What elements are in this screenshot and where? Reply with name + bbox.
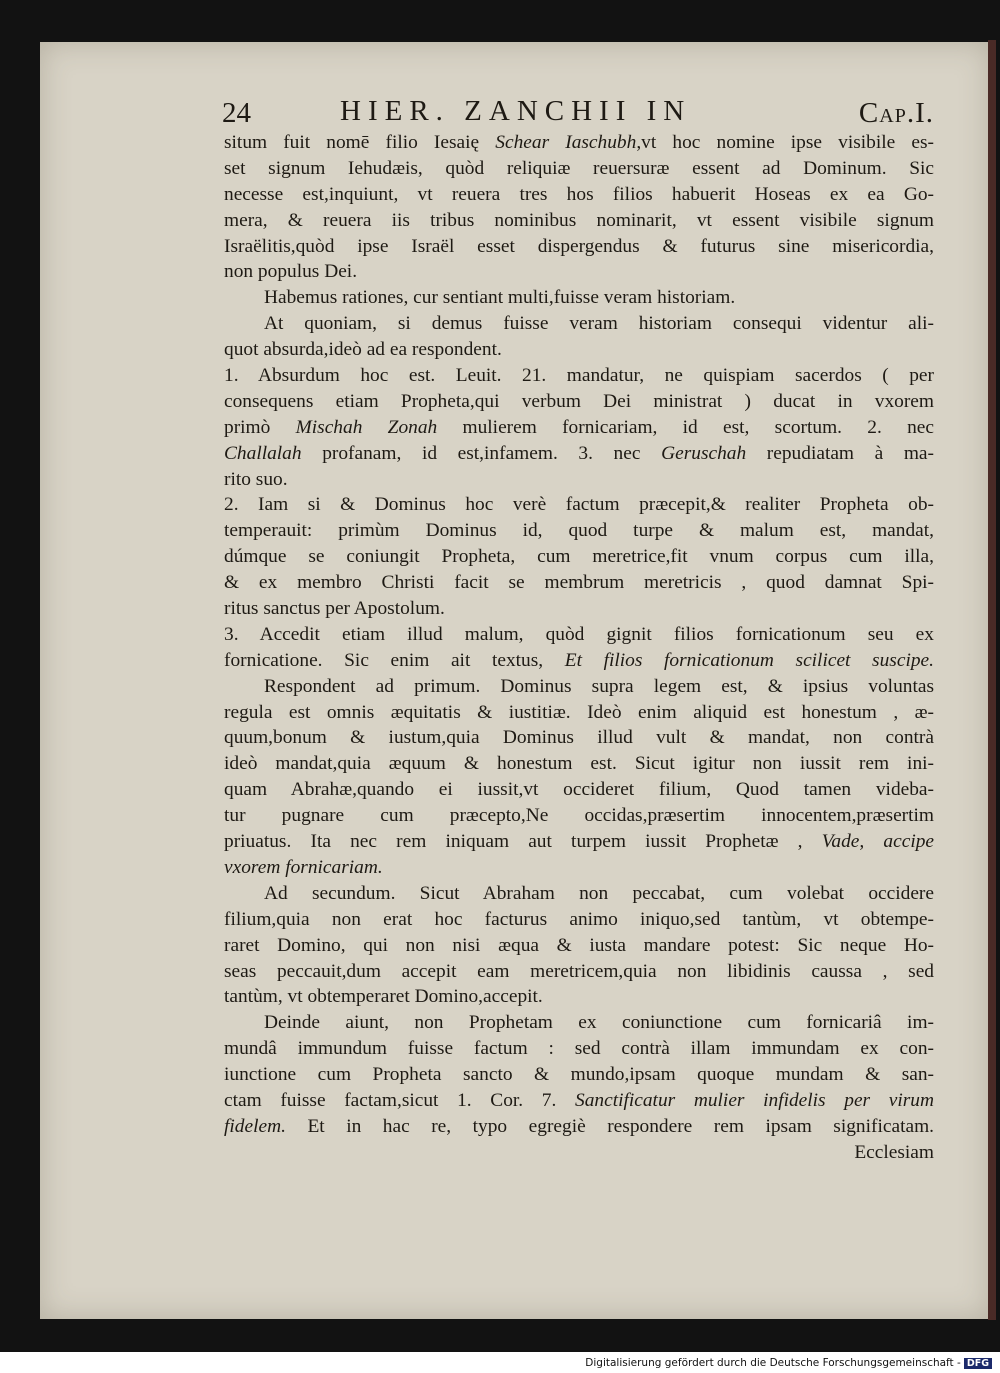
text-line [224,130,934,156]
text-line [224,156,934,182]
text-line [224,933,934,959]
text-run: priuatus. Ita nec rem iniquam aut turpem iussit Prophetæ , [224,831,822,853]
text-line [224,363,934,389]
text-run: iunctione cum Propheta sancto & mundo,ipsam quoque mundam & san- [224,1064,934,1086]
digitization-credit [585,1357,992,1369]
text-run: Ad secundum. Sicut Abraham non peccabat, cum volebat occidere [264,882,934,904]
text-run: filium,quia non erat hoc facturus animo iniquo,sed tantùm, vt obtempe- [224,908,934,930]
italic-phrase: Schear Iaschubh [495,132,637,153]
page-header [222,95,934,129]
text-line [224,337,934,363]
text-run: non populus Dei. [224,261,358,283]
text-line [224,1140,934,1166]
text-run: mundâ immundum fuisse factum : sed contrà illam immundam ex con- [224,1038,934,1060]
text-run: repudiatam à ma- [746,442,934,464]
page-edge [988,40,996,1320]
text-line [224,285,934,311]
text-line [224,1088,934,1114]
italic-phrase: Mischah Zonah [295,416,438,438]
text-line [224,959,934,985]
text-run: rito suo. [224,468,288,490]
text-run: raret Domino, qui non nisi æqua & iusta mandare potest: Sic neque Ho- [224,934,934,956]
italic-phrase: fidelem. [224,1115,286,1137]
text-line [224,311,934,337]
text-run: 2. Iam si & Dominus hoc verè factum præcepit,& realiter Propheta ob- [224,494,934,516]
text-run: regula est omnis æquitatis & iustitiæ. Ideò enim aliquid est honestum , æ- [224,701,934,723]
text-line [224,259,934,285]
text-run: Habemus rationes, cur sentiant multi,fuisse veram historiam. [264,287,736,309]
italic-phrase: Geruschah [661,442,747,464]
text-line [224,751,934,777]
body-text [224,130,934,1166]
text-run: set signum Iehudæis, quòd reliquiæ reuersuræ essent ad Dominum. Sic [224,157,934,179]
text-run: tantùm, vt obtemperaret Domino,accepit. [224,986,543,1008]
text-line [224,674,934,700]
text-line [224,389,934,415]
text-run: ctam fuisse factam,sicut 1. Cor. 7. [224,1089,576,1111]
text-run: & ex membro Christi facit se membrum meretricis , quod damnat Spi- [224,572,934,594]
text-line [224,492,934,518]
page-number: 24 [222,97,251,129]
text-run: tur pugnare cum præcepto,Ne occidas,præsertim innocentem,præsertim [224,805,934,827]
text-run: mera, & reuera iis tribus nominibus nominarit, vt essent visibile signum [224,209,934,231]
text-run: profanam, id est,infamem. 3. nec [301,442,662,464]
text-line [224,907,934,933]
text-run: Deinde aiunt, non Prophetam ex coniunctione cum fornicariâ im- [264,1012,934,1034]
text-run: ritus sanctus per Apostolum. [224,598,445,620]
text-line [224,544,934,570]
text-line [224,855,934,881]
text-run: Ecclesiam [854,1141,934,1163]
text-run: fornicatione. Sic enim ait textus, [224,649,565,671]
text-line [224,441,934,467]
text-run: quum,bonum & iustum,quia Dominus illud vult & mandat, non contrà [224,727,934,749]
text-line [224,596,934,622]
text-run: temperauit: primùm Dominus id, quod turpe & malum est, mandat, [224,520,934,542]
text-run: ideò mandat,quia æquum & honestum est. Sicut igitur non iussit rem ini- [224,753,934,775]
text-run: ,vt hoc nomine ipse visibile es- [636,132,934,153]
text-run: Respondent ad primum. Dominus supra legem est, & ipsius voluntas [264,675,934,697]
text-line [224,777,934,803]
text-run: quot absurda,ideò ad ea respondent. [224,339,502,361]
text-line [224,208,934,234]
text-run: mulierem fornicariam, id est, scortum. 2. nec [437,416,935,438]
text-run: seas peccauit,dum accepit eam meretricem,quia non libidinis caussa , sed [224,960,934,982]
text-line [224,1114,934,1140]
text-line [224,648,934,674]
text-run: Israëlitis,quòd ipse Israël esset dispergendus & futurus sine misericordia, [224,235,934,257]
text-run: dúmque se coniungit Propheta, cum meretrice,fit vnum corpus cum illa, [224,546,934,568]
text-line [224,829,934,855]
text-run: necesse est,inquiunt, vt reuera tres hos filios habuerit Hoseas ex ea Go- [224,183,934,205]
text-run: situm fuit nomē filio Iesaię [224,132,496,153]
text-run: Et in hac re, typo egregiè respondere rem ipsam significatam. [285,1115,934,1137]
credit-text: Digitalisierung gefördert durch die Deutsche Forschungsgemeinschaft - [585,1357,961,1369]
text-line [224,570,934,596]
text-line [224,1036,934,1062]
text-line [224,1010,934,1036]
italic-phrase: Vade, accipe [821,831,935,853]
text-run: 1. Absurdum hoc est. Leuit. 21. mandatur, ne quispiam sacerdos ( per [224,365,934,387]
italic-phrase: Challalah [224,442,302,464]
text-line [224,415,934,441]
text-line [224,234,934,260]
dfg-logo: DFG [964,1358,992,1369]
text-run: At quoniam, si demus fuisse veram historiam consequi videntur ali- [264,313,934,335]
text-run: consequens etiam Propheta,qui verbum Dei ministrat ) ducat in vxorem [224,390,934,412]
text-run: quam Abrahæ,quando ei iussit,vt occideret filium, Quod tamen videba- [224,779,934,801]
italic-phrase: vxorem fornicariam. [224,856,383,878]
text-line [224,467,934,493]
chapter-label: Cap.I. [858,97,934,129]
text-line [224,700,934,726]
text-line [224,518,934,544]
text-run: primò [224,416,296,438]
italic-phrase: Et filios fornicationum scilicet suscipe. [564,649,934,671]
italic-phrase: Sanctificatur mulier infidelis per virum [575,1089,934,1111]
text-line [224,725,934,751]
running-title: HIER. ZANCHII IN [340,95,692,127]
text-line [224,984,934,1010]
text-line [224,881,934,907]
text-run: 3. Accedit etiam illud malum, quòd gignit filios fornicationum seu ex [224,623,934,645]
text-line [224,622,934,648]
text-line [224,1062,934,1088]
text-line [224,182,934,208]
text-line [224,803,934,829]
